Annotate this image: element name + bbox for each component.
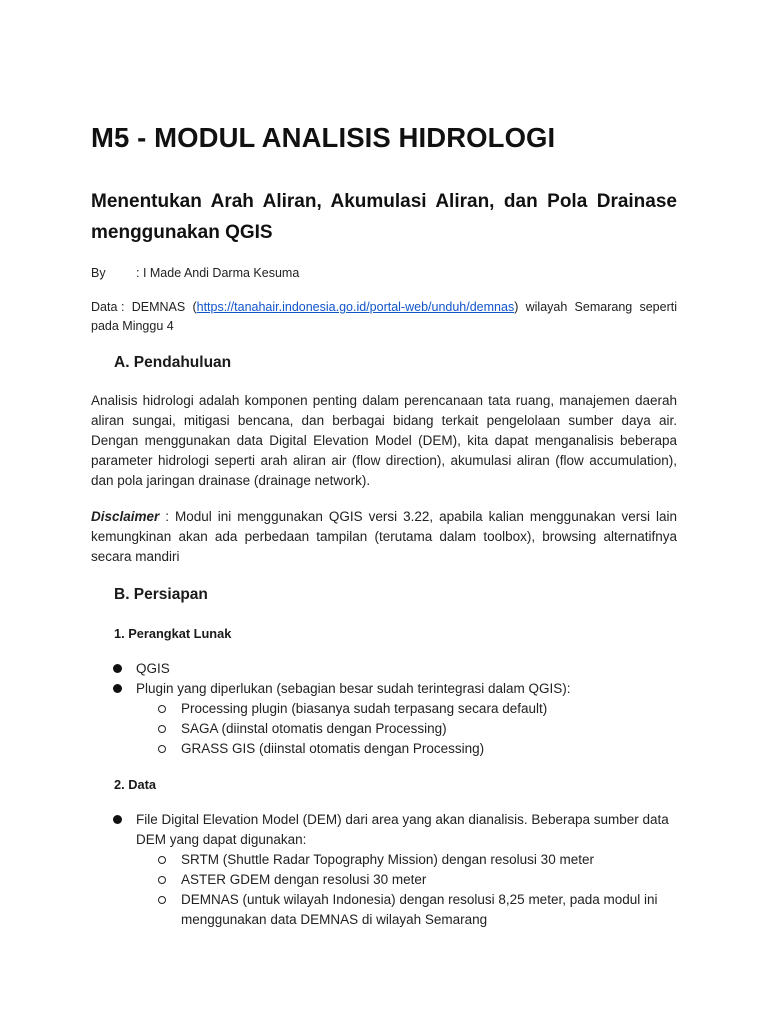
bullet-dot-icon <box>113 664 122 673</box>
document-title: M5 - MODUL ANALISIS HIDROLOGI <box>91 122 556 153</box>
bullet-ring-icon <box>158 705 166 713</box>
author-label: By <box>91 266 106 280</box>
section-b-heading: B. Persiapan <box>114 586 208 603</box>
bullet-ring-icon <box>158 856 166 864</box>
software-list <box>91 659 677 759</box>
document-subtitle: Menentukan Arah Aliran, Akumulasi Aliran, dan Pola Drainase menggunakan QGIS <box>91 191 677 243</box>
list-item: File Digital Elevation Model (DEM) dari area yang akan dianalisis. Beberapa sumber data DEM yang dapat digunakan: <box>91 810 677 850</box>
sub-list-item: Processing plugin (biasanya sudah terpasang secara default) <box>91 699 677 719</box>
bullet-ring-icon <box>158 725 166 733</box>
bullet-dot-icon <box>113 684 122 693</box>
disclaimer-paragraph <box>91 507 677 567</box>
disclaimer-text: : Modul ini menggunakan QGIS versi 3.22, apabila kalian menggunakan versi lain kemungkinan akan ada perbedaan tampilan (terutama dalam toolbox), browsing alternatifnya secara mandiri <box>91 509 677 564</box>
data-source-line <box>91 298 677 336</box>
data-label: Data <box>91 300 118 314</box>
author-value: : I Made Andi Darma Kesuma <box>136 266 300 280</box>
bullet-dot-icon <box>113 815 122 824</box>
intro-paragraph: Analisis hidrologi adalah komponen penting dalam perencanaan tata ruang, manajemen daerah aliran sungai, mitigasi bencana, dan berbagai bidang terkait pengelolaan sumber daya air. Dengan menggunakan data Digital Elevation Model (DEM), kita dapat menganalisis beberapa parameter hidrologi seperti arah aliran air (flow direction), akumulasi aliran (flow accumulation), dan pola jaringan drainase (drainage network). <box>91 393 677 488</box>
list-item: QGIS <box>91 659 677 679</box>
disclaimer-label: Disclaimer <box>91 509 160 524</box>
software-heading: 1. Perangkat Lunak <box>114 626 232 641</box>
sub-list-item: GRASS GIS (diinstal otomatis dengan Processing) <box>91 739 677 759</box>
bullet-ring-icon <box>158 896 166 904</box>
author-line <box>91 264 299 283</box>
sub-list-item: SAGA (diinstal otomatis dengan Processing) <box>91 719 677 739</box>
demnas-link[interactable]: https://tanahair.indonesia.go.id/portal-web/unduh/demnas <box>196 300 515 314</box>
data-list <box>91 810 677 930</box>
sub-list-item: DEMNAS (untuk wilayah Indonesia) dengan resolusi 8,25 meter, pada modul ini menggunakan data DEMNAS di wilayah Semarang <box>91 890 677 930</box>
bullet-ring-icon <box>158 876 166 884</box>
bullet-ring-icon <box>158 745 166 753</box>
data-prefix: : DEMNAS ( <box>121 300 197 314</box>
list-item: Plugin yang diperlukan (sebagian besar sudah terintegrasi dalam QGIS): <box>91 679 677 699</box>
data-suffix: ) wilayah Semarang seperti pada Minggu 4 <box>91 300 677 333</box>
sub-list-item: ASTER GDEM dengan resolusi 30 meter <box>91 870 677 890</box>
sub-list-item: SRTM (Shuttle Radar Topography Mission) dengan resolusi 30 meter <box>91 850 677 870</box>
section-a-heading: A. Pendahuluan <box>114 354 232 371</box>
data-heading: 2. Data <box>114 777 156 792</box>
